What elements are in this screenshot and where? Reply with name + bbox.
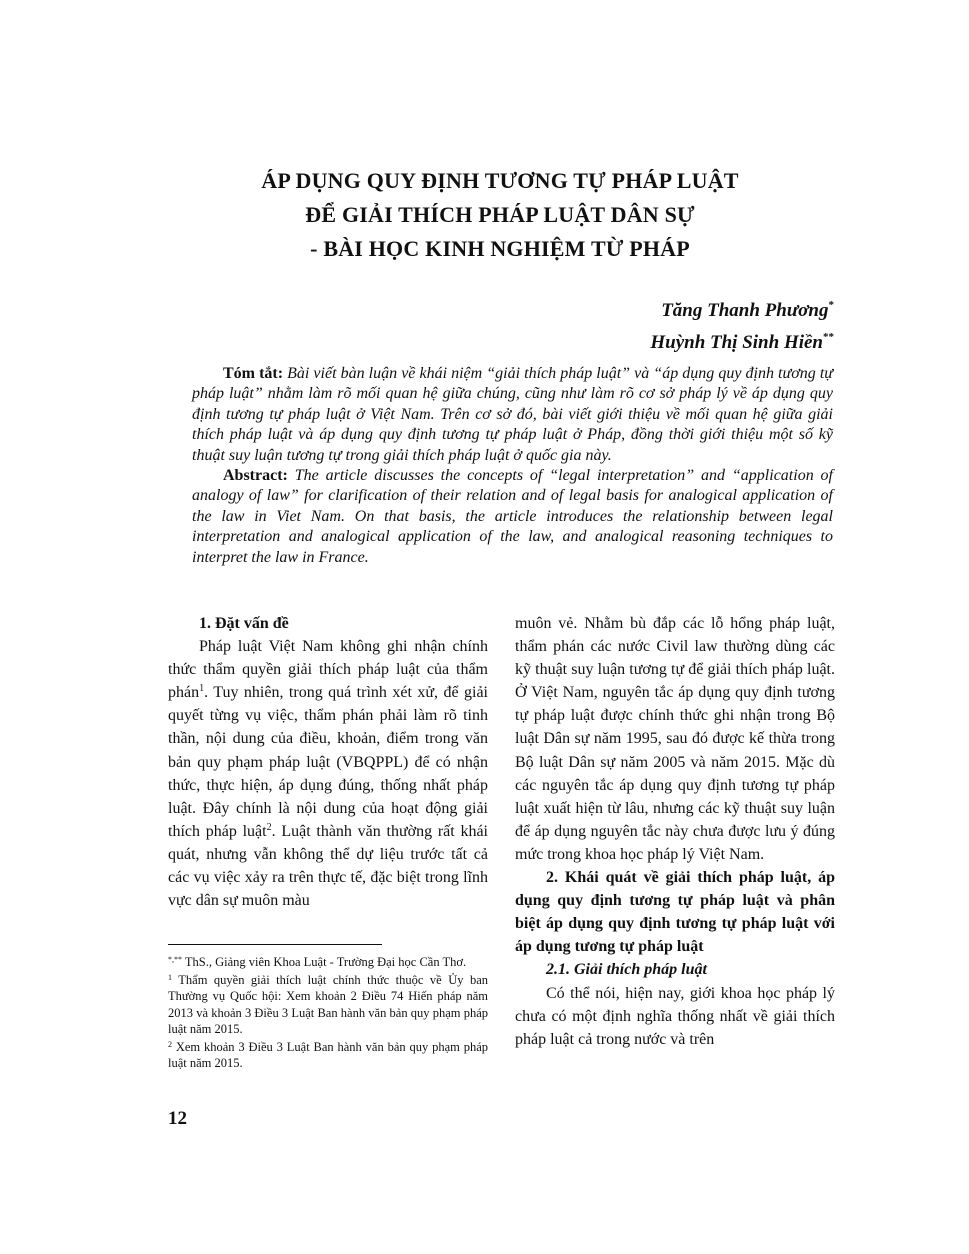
right-paragraph-2: Có thể nói, hiện nay, giới khoa học pháp lý chưa có một định nghĩa thống nhất về giải thích pháp luật cả trong nước và trên — [515, 984, 835, 1048]
title-line-2: ĐỂ GIẢI THÍCH PHÁP LUẬT DÂN SỰ — [305, 202, 695, 227]
footnotes — [168, 954, 488, 1073]
title-line-1: ÁP DỤNG QUY ĐỊNH TƯƠNG TỰ PHÁP LUẬT — [261, 168, 739, 193]
title-line-3: - BÀI HỌC KINH NGHIỆM TỪ PHÁP — [310, 236, 690, 261]
abstract-vi-text: Bài viết bàn luận về khái niệm “giải thích pháp luật” và “áp dụng quy định tương tự pháp luật” nhằm làm rõ mối quan hệ giữa chúng, cũng như làm rõ cơ sở pháp lý về áp dụng quy định tương tự pháp luật ở Việt Nam. Trên cơ sở đó, bài viết giới thiệu về mối quan hệ giữa giải thích pháp luật và áp dụng quy định tương tự pháp luật ở Pháp, đồng thời giới thiệu một số kỹ thuật suy luận tương tự trong giải thích pháp luật ở quốc gia này. — [192, 365, 834, 464]
page-number: 12 — [168, 1108, 187, 1129]
left-column — [168, 612, 488, 912]
footnote-authors-text: ThS., Giảng viên Khoa Luật - Trường Đại học Cần Thơ. — [182, 955, 467, 969]
author-2 — [650, 324, 834, 356]
author-1-name: Tăng Thanh Phương — [661, 300, 829, 321]
right-paragraph-1: muôn vẻ. Nhằm bù đắp các lỗ hổng pháp luật, thẩm phán các nước Civil law thường dùng các kỹ thuật suy luận tương tự để giải thích pháp luật. Ở Việt Nam, nguyên tắc áp dụng quy định tương tự pháp luật được chính thức ghi nhận trong Bộ luật Dân sự năm 1995, sau đó được kế thừa trong Bộ luật Dân sự năm 2005 và năm 2015. Mặc dù các nguyên tắc áp dụng quy định tương tự pháp luật xuất hiện từ lâu, nhưng các kỹ thuật suy luận để áp dụng nguyên tắc này chưa được lưu ý đúng mức trong khoa học pháp lý Việt Nam. — [515, 615, 835, 863]
author-block — [650, 292, 834, 356]
left-paragraph-part-a: Pháp luật Việt Nam không ghi nhận chính thức thẩm quyền giải thích pháp luật của thẩm phán — [168, 638, 488, 702]
footnote-ref-1: 1 — [199, 683, 205, 695]
footnote-divider — [168, 944, 382, 945]
left-paragraph-part-b: . Tuy nhiên, trong quá trình xét xử, để giải quyết từng vụ việc, thẩm phán phải làm rõ tinh thần, nội dung của điều, khoản, điểm trong văn bản quy phạm pháp luật (VBQPPL) để có nhận thức, thực hiện, áp dụng đúng, thống nhất pháp luật. Đây chính là nội dung của hoạt động giải thích pháp luật — [168, 684, 488, 840]
section-1-heading: 1. Đặt vấn đề — [199, 615, 289, 632]
author-2-mark: ** — [823, 331, 834, 343]
author-2-name: Huỳnh Thị Sinh Hiền — [650, 332, 823, 353]
author-1 — [650, 292, 834, 324]
abstract-block — [192, 364, 833, 568]
article-title — [140, 164, 860, 266]
abstract-vietnamese — [192, 364, 833, 466]
footnote-authors — [168, 954, 488, 971]
section-2-1-heading: 2.1. Giải thích pháp luật — [546, 961, 707, 979]
left-paragraph — [168, 635, 488, 912]
right-column — [515, 612, 835, 1051]
abstract-english — [192, 466, 833, 568]
abstract-en-label: Abstract: — [223, 467, 288, 485]
footnote-2-mark: 2 — [168, 1039, 172, 1049]
footnote-1 — [168, 972, 488, 1038]
footnote-1-text: Thẩm quyền giải thích luật chính thức thuộc về Ủy ban Thường vụ Quốc hội: Xem khoản 2 Điều 74 Hiến pháp năm 2013 và khoản 3 Điều 3 Luật Ban hành văn bản quy phạm pháp luật năm 2015. — [168, 972, 488, 1036]
abstract-vi-label: Tóm tắt: — [223, 365, 284, 382]
author-1-mark: * — [828, 299, 834, 311]
abstract-en-text: The article discusses the concepts of “legal interpretation” and “application of analogy of law” for clarification of their relation and of legal basis for analogical application of the law in Viet Nam. On that basis, the article introduces the relationship between legal interpretation and analogical application of the law, and analogical reasoning techniques to interpret the law in France. — [192, 467, 833, 566]
footnote-ref-2: 2 — [266, 821, 272, 833]
footnote-2 — [168, 1039, 488, 1072]
section-2-heading: 2. Khái quát về giải thích pháp luật, áp dụng quy định tương tự pháp luật và phân biệt áp dụng quy định tương tự pháp luật với áp dụng tương tự pháp luật — [515, 869, 835, 956]
footnote-2-text: Xem khoản 3 Điều 3 Luật Ban hành văn bản quy phạm pháp luật năm 2015. — [168, 1039, 488, 1070]
footnote-authors-mark: *,** — [168, 955, 182, 964]
left-paragraph-part-c: . Luật thành văn thường rất khái quát, nhưng vẫn không thể dự liệu trước tất cả các vụ việc xảy ra trên thực tế, đặc biệt trong lĩnh vực dân sự muôn màu — [168, 822, 488, 910]
footnote-1-mark: 1 — [168, 972, 172, 982]
